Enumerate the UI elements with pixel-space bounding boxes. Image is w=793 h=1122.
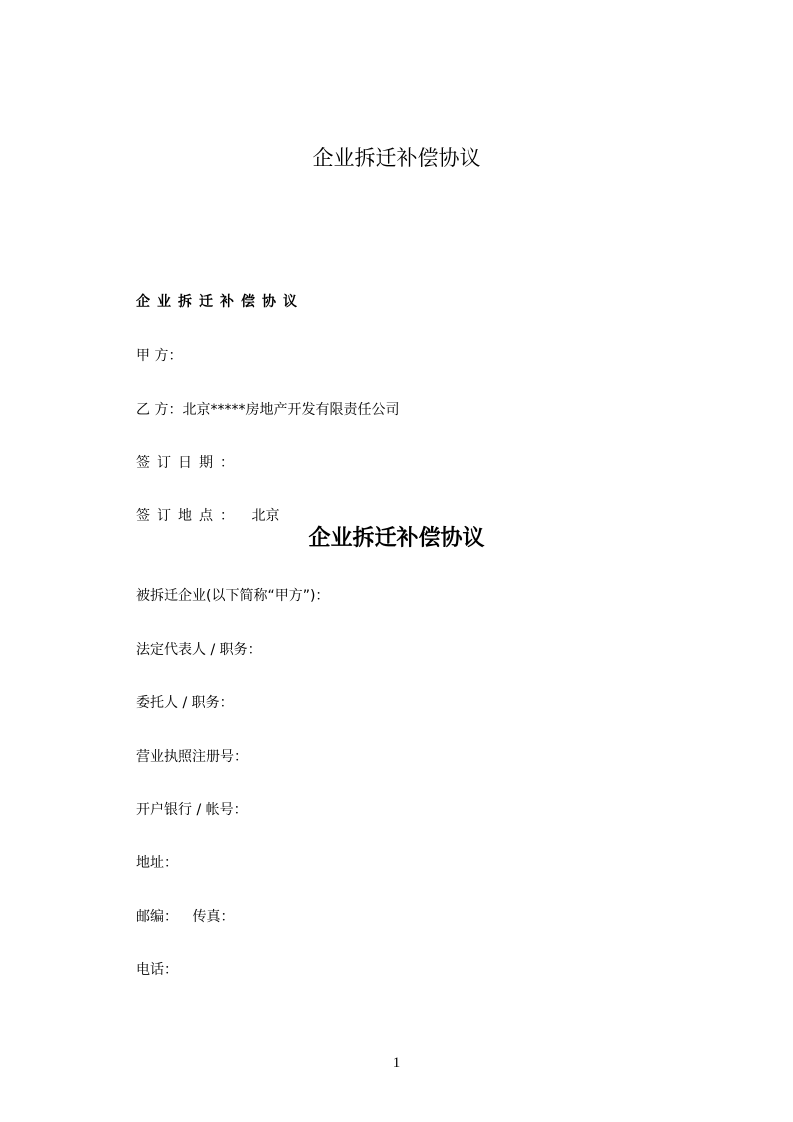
document-title: 企业拆迁补偿协议 — [312, 146, 481, 170]
business-license-field: 营业执照注册号： — [136, 749, 248, 765]
party-b-line — [136, 399, 399, 419]
legal-representative-field: 法定代表人 / 职务： — [136, 642, 262, 658]
sign-date-label: 签订日期： — [136, 455, 241, 471]
party-a-line — [136, 345, 182, 365]
cover-heading: 企业拆迁补偿协议 — [136, 294, 304, 310]
sign-date-line — [136, 452, 241, 472]
party-b-label: 乙 方： — [136, 402, 183, 418]
sign-place-label: 签订地点： — [136, 508, 241, 524]
relocated-enterprise-field: 被拆迁企业(以下简称“甲方”)： — [136, 588, 330, 604]
party-a-label: 甲 方： — [136, 348, 183, 364]
address-field: 地址： — [136, 855, 178, 871]
postcode-fax-line — [136, 906, 234, 926]
sign-place-value: 北京 — [251, 508, 280, 524]
postcode-field: 邮编： — [136, 909, 178, 925]
fax-field: 传真： — [192, 909, 235, 925]
phone-field: 电话： — [136, 962, 178, 978]
page-number: 1 — [392, 1055, 401, 1071]
bank-account-field: 开户银行 / 帐号： — [136, 802, 248, 818]
party-b-value: 北京*****房地产开发有限责任公司 — [182, 402, 400, 418]
body-title: 企业拆迁补偿协议 — [308, 526, 485, 551]
entrusted-person-field: 委托人 / 职务： — [136, 695, 234, 711]
